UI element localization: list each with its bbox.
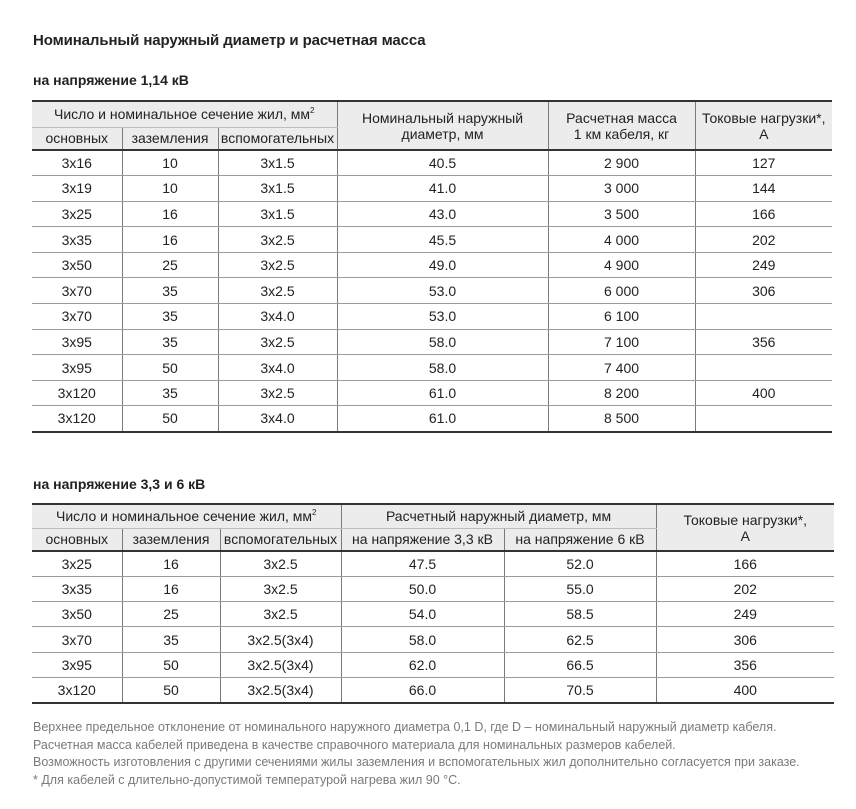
table-cell: 50 [122, 355, 218, 381]
table-cell [695, 406, 832, 432]
table2-sub-6kv: на напряжение 6 кВ [504, 528, 656, 551]
table-1-14kv [32, 100, 832, 433]
table2-caption: на напряжение 3,3 и 6 кВ [33, 476, 206, 492]
table-cell: 66.5 [504, 652, 656, 677]
table-cell: 3x120 [32, 380, 122, 406]
table-cell: 10 [122, 176, 218, 202]
table2-sub-ground: заземления [122, 528, 220, 551]
table-cell: 3x1.5 [218, 150, 337, 176]
table1-mass-header: Расчетная масса 1 км кабеля, кг [548, 101, 695, 150]
table-cell: 3x95 [32, 329, 122, 355]
note-custom-sections: Возможность изготовления с другими сечениями жилы заземления и вспомогательных жил дополнительно согласуется при заказе. [33, 755, 800, 770]
table1-diameter-header: Номинальный наружный диаметр, мм [337, 101, 548, 150]
table-cell [695, 304, 832, 330]
table-cell: 54.0 [341, 602, 504, 627]
table2-sub-main: основных [32, 528, 122, 551]
table-cell: 35 [122, 380, 218, 406]
table-row [32, 677, 834, 702]
table-cell: 35 [122, 329, 218, 355]
table-cell: 50 [122, 406, 218, 432]
table-cell: 61.0 [337, 406, 548, 432]
superscript-2: 2 [310, 106, 315, 116]
table-cell: 47.5 [341, 551, 504, 576]
table-cell [695, 355, 832, 381]
table-cell: 2 900 [548, 150, 695, 176]
table1-current-header: Токовые нагрузки*, А [695, 101, 832, 150]
table-cell: 3x2.5 [220, 551, 341, 576]
table-cell: 3x2.5 [218, 227, 337, 253]
table-cell: 35 [122, 304, 218, 330]
table-cell: 41.0 [337, 176, 548, 202]
table2-sub-3-3kv: на напряжение 3,3 кВ [341, 528, 504, 551]
table-cell: 356 [656, 652, 834, 677]
table1-body [32, 150, 832, 432]
table-cell: 53.0 [337, 304, 548, 330]
table-cell: 249 [695, 252, 832, 278]
table-cell: 70.5 [504, 677, 656, 702]
note-mass-reference: Расчетная масса кабелей приведена в качестве справочного материала для номинальных размеров кабелей. [33, 737, 676, 752]
table-cell: 35 [122, 627, 220, 652]
table-cell: 3x19 [32, 176, 122, 202]
table1-sub-main: основных [32, 127, 122, 150]
table-cell: 127 [695, 150, 832, 176]
table2-current-header: Токовые нагрузки*, А [656, 504, 834, 551]
table-cell: 43.0 [337, 201, 548, 227]
table-row [32, 576, 834, 601]
table-cell: 166 [695, 201, 832, 227]
superscript-2: 2 [312, 508, 317, 518]
table-cell: 249 [656, 602, 834, 627]
table2-diameter-group-header: Расчетный наружный диаметр, мм [341, 504, 656, 528]
table-row [32, 406, 832, 432]
table-cell: 58.0 [337, 329, 548, 355]
table-cell: 3 500 [548, 201, 695, 227]
table-cell: 3x35 [32, 576, 122, 601]
table-cell: 400 [695, 380, 832, 406]
table-cell: 49.0 [337, 252, 548, 278]
table-cell: 3x16 [32, 150, 122, 176]
table-cell: 3x2.5 [218, 380, 337, 406]
table-cell: 66.0 [341, 677, 504, 702]
table-cell: 3x70 [32, 627, 122, 652]
table-cell: 3x95 [32, 355, 122, 381]
table-cell: 62.0 [341, 652, 504, 677]
table-row [32, 551, 834, 576]
table-cell: 25 [122, 252, 218, 278]
table-row [32, 201, 832, 227]
table1-caption: на напряжение 1,14 кВ [33, 72, 189, 88]
table-cell: 6 100 [548, 304, 695, 330]
table-row [32, 176, 832, 202]
table-cell: 3x1.5 [218, 201, 337, 227]
table-cell: 61.0 [337, 380, 548, 406]
table-cell: 16 [122, 227, 218, 253]
table-cell: 40.5 [337, 150, 548, 176]
table2-group-header: Число и номинальное сечение жил, $мм^2$ [32, 504, 341, 528]
table-cell: 3x120 [32, 406, 122, 432]
table-cell: 3x2.5 [218, 329, 337, 355]
table-cell: 4 000 [548, 227, 695, 253]
table-cell: 50 [122, 652, 220, 677]
table-cell: 16 [122, 576, 220, 601]
table-cell: 16 [122, 201, 218, 227]
table-cell: 306 [695, 278, 832, 304]
table-cell: 7 400 [548, 355, 695, 381]
table-cell: 3x25 [32, 551, 122, 576]
table-cell: 58.0 [341, 627, 504, 652]
table1-sub-ground: заземления [122, 127, 218, 150]
table-cell: 3x2.5 [220, 602, 341, 627]
table-cell: 3x2.5 [218, 278, 337, 304]
table-cell: 52.0 [504, 551, 656, 576]
table-cell: 3x35 [32, 227, 122, 253]
table-cell: 6 000 [548, 278, 695, 304]
table1-sub-aux: вспомогательных [218, 127, 337, 150]
table-cell: 4 900 [548, 252, 695, 278]
page-title: Номинальный наружный диаметр и расчетная масса [33, 32, 426, 49]
table-row [32, 329, 832, 355]
table-row [32, 252, 832, 278]
table-cell: 3x95 [32, 652, 122, 677]
table-cell: 202 [695, 227, 832, 253]
table-cell: 202 [656, 576, 834, 601]
table-cell: 3x50 [32, 602, 122, 627]
table-cell: 7 100 [548, 329, 695, 355]
table-row [32, 278, 832, 304]
table-cell: 3x2.5 [220, 576, 341, 601]
table-cell: 55.0 [504, 576, 656, 601]
table-cell: 3x70 [32, 278, 122, 304]
table-cell: 50 [122, 677, 220, 702]
table-3-3-6kv [32, 503, 834, 704]
table2-body [32, 551, 834, 703]
table-cell: 10 [122, 150, 218, 176]
table-cell: 3x2.5 [218, 252, 337, 278]
table-row [32, 304, 832, 330]
table-cell: 62.5 [504, 627, 656, 652]
table-row [32, 355, 832, 381]
table-cell: 58.5 [504, 602, 656, 627]
table-cell: 58.0 [337, 355, 548, 381]
table-cell: 8 200 [548, 380, 695, 406]
table-cell: 3x1.5 [218, 176, 337, 202]
table-cell: 3x4.0 [218, 406, 337, 432]
table-cell: 8 500 [548, 406, 695, 432]
table-cell: 3x50 [32, 252, 122, 278]
table-cell: 3 000 [548, 176, 695, 202]
table-cell: 3x2.5(3x4) [220, 627, 341, 652]
table-cell: 25 [122, 602, 220, 627]
table-row [32, 380, 832, 406]
table-cell: 3x4.0 [218, 304, 337, 330]
table-cell: 50.0 [341, 576, 504, 601]
table2-sub-aux: вспомогательных [220, 528, 341, 551]
table-cell: 400 [656, 677, 834, 702]
table-cell: 144 [695, 176, 832, 202]
note-diameter-tolerance: Верхнее предельное отклонение от номинального наружного диаметра 0,1 D, где D – номинальный наружный диаметр кабеля. [33, 720, 777, 734]
table-cell: 45.5 [337, 227, 548, 253]
table-cell: 3x25 [32, 201, 122, 227]
table-cell: 16 [122, 551, 220, 576]
table-cell: 35 [122, 278, 218, 304]
table-row [32, 602, 834, 627]
table-cell: 3x4.0 [218, 355, 337, 381]
table-cell: 306 [656, 627, 834, 652]
table-row [32, 227, 832, 253]
table-cell: 53.0 [337, 278, 548, 304]
table-cell: 3x2.5(3x4) [220, 677, 341, 702]
table-cell: 3x2.5(3x4) [220, 652, 341, 677]
table1-group-header: Число и номинальное сечение жил, $мм^2$ [32, 101, 337, 127]
table-row [32, 150, 832, 176]
note-temperature: * Для кабелей с длительно-допустимой температурой нагрева жил 90 °С. [33, 772, 461, 787]
table-cell: 166 [656, 551, 834, 576]
table-row [32, 627, 834, 652]
table-row [32, 652, 834, 677]
table-cell: 356 [695, 329, 832, 355]
footnotes [33, 719, 800, 789]
table-cell: 3x120 [32, 677, 122, 702]
table-cell: 3x70 [32, 304, 122, 330]
